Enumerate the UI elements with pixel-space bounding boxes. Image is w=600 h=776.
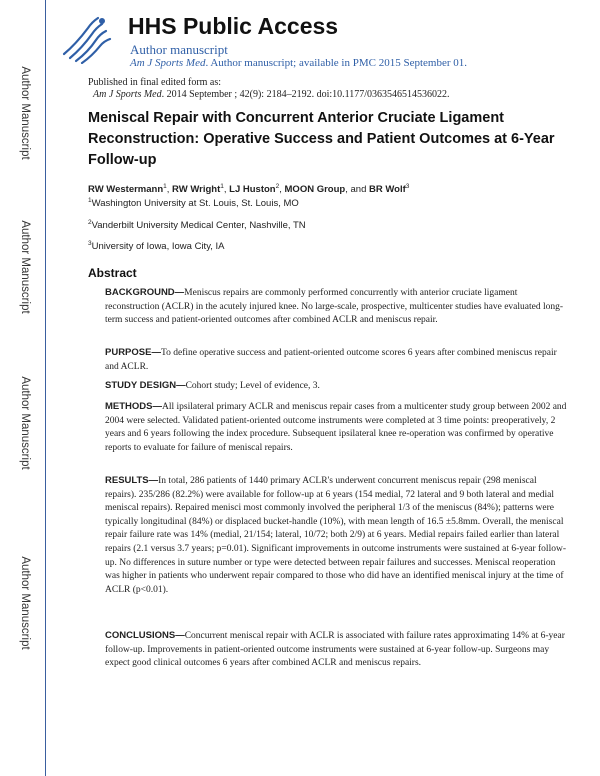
abstract-study-design [105, 379, 567, 394]
citation-text: . 2014 September ; 42(9): 2184–2192. doi:10.1177/0363546514536022. [161, 89, 450, 100]
section-text: Meniscus repairs are commonly performed concurrently with anterior cruciate ligament reconstruction (ACLR) in the acutely injured knee. No large-scale, prospective, multicenter studies have evaluated long-term success and patient-oriented outcomes after combined ACLR and meniscus repair. [105, 288, 564, 326]
article-title: Meniscal Repair with Concurrent Anterior Cruciate Ligament Reconstruction: Operative Success and Patient Outcomes at 6-Year Follow-up [88, 110, 555, 168]
sidebar-author-manuscript-4: Author Manuscript [19, 556, 31, 650]
journal-name: Am J Sports Med [130, 57, 206, 69]
affiliation-text: Washington University at St. Louis, St. Louis, MO [91, 198, 299, 210]
author-sep: , and [345, 184, 369, 196]
affiliation-sup: 1 [88, 197, 92, 204]
affiliation-3 [88, 240, 225, 252]
affiliation-1 [88, 197, 299, 209]
availability-line [130, 57, 467, 69]
affiliation-sup: 2 [88, 219, 92, 226]
author-sep: , [279, 184, 285, 196]
availability-text: . Author manuscript; available in PMC 2015 September 01. [205, 57, 467, 69]
hhs-eagle-logo-icon [58, 14, 116, 64]
affiliation-text: Vanderbilt University Medical Center, Nashville, TN [91, 220, 306, 232]
abstract-methods [105, 400, 567, 455]
affiliation-2 [88, 219, 306, 231]
author-name: RW Wright [172, 184, 221, 196]
section-text: All ipsilateral primary ACLR and meniscus repair cases from a multicenter study group between 2002 and 2004 were selected. Validated patient-oriented outcome instruments were completed at 3 time points: preoperatively, 2 years and 6 years following the index procedure. Subsequent ipsilateral knee re-operation was confirmed by operative reports to evaluate for failure of meniscal repairs. [105, 402, 567, 453]
section-label: STUDY DESIGN— [105, 380, 186, 391]
abstract-background [105, 286, 567, 328]
author-sup: 2 [275, 183, 280, 190]
affiliation-sup: 3 [88, 240, 92, 247]
section-text: Cohort study; Level of evidence, 3. [185, 381, 320, 391]
author-manuscript-subtitle: Author manuscript [130, 42, 228, 57]
section-label: CONCLUSIONS— [105, 630, 185, 641]
abstract-purpose [105, 346, 567, 374]
author-sup: 1 [163, 183, 167, 190]
author-sep: , [166, 184, 173, 196]
author-name: RW Westermann [88, 184, 164, 196]
author-sup: 3 [405, 183, 410, 190]
section-label: RESULTS— [105, 475, 159, 486]
affiliation-text: University of Iowa, Iowa City, IA [91, 241, 225, 253]
section-label: PURPOSE— [105, 347, 161, 358]
abstract-results [105, 474, 567, 597]
author-name: LJ Huston [229, 184, 276, 196]
published-line: Published in final edited form as: [88, 77, 222, 88]
section-text: In total, 286 patients of 1440 primary ACLR's underwent concurrent meniscus repair (298 meniscal repairs). 235/286 (82.2%) were available for follow-up at 6 years (154 medial, 72 lateral and 9 both lateral and medial meniscal repairs). Repaired menisci most commonly involved the peripheral 1/3 of the meniscus (84%); patterns were typically longitudinal (84%) or displaced bucket-handle (10%), with mean length of 16.5 ±5.8mm. Overall, the meniscal repair failure rate was 14% (medial, 21/154; lateral, 10/72; both 2/9) at 6 years. Medial repairs failed earlier than lateral repairs (2.1 versus 3.7 years; p=0.01). Significant improvements in outcome instruments were sustained at 6-year follow-up. No differences in suture number or type were detected between repair failures and successes. Meniscal reoperation was higher in patients who underwent repair compared to those who did have an identified meniscal injury at the time of ACLR (p<0.01). [105, 476, 566, 595]
section-label: BACKGROUND— [105, 287, 185, 298]
citation-line [93, 89, 450, 100]
section-text: To define operative success and patient-oriented outcome scores 6 years after combined meniscus repair and ACLR. [105, 348, 557, 372]
sidebar-divider [45, 0, 46, 776]
sidebar-author-manuscript-3: Author Manuscript [19, 376, 31, 470]
author-sep: , [223, 184, 230, 196]
hhs-public-access-title: HHS Public Access [128, 13, 339, 39]
author-name: MOON Group [284, 184, 346, 196]
sidebar-author-manuscript-1: Author Manuscript [19, 66, 31, 160]
sidebar-author-manuscript-2: Author Manuscript [19, 220, 31, 314]
section-label: METHODS— [105, 401, 162, 412]
section-text: Concurrent meniscal repair with ACLR is associated with failure rates approximating 14% at 6-year follow-up. Improvements in patient-oriented outcome instruments were sustained at 6-year follow-up. Surgeons may expect good clinical outcomes 6 years after combined ACLR and meniscus repairs. [105, 631, 565, 669]
citation-journal: Am J Sports Med [93, 89, 162, 100]
abstract-conclusions [105, 629, 567, 671]
author-name: BR Wolf [369, 184, 406, 196]
abstract-heading: Abstract [88, 266, 137, 280]
author-sup: 1 [220, 183, 224, 190]
author-list [88, 183, 409, 195]
